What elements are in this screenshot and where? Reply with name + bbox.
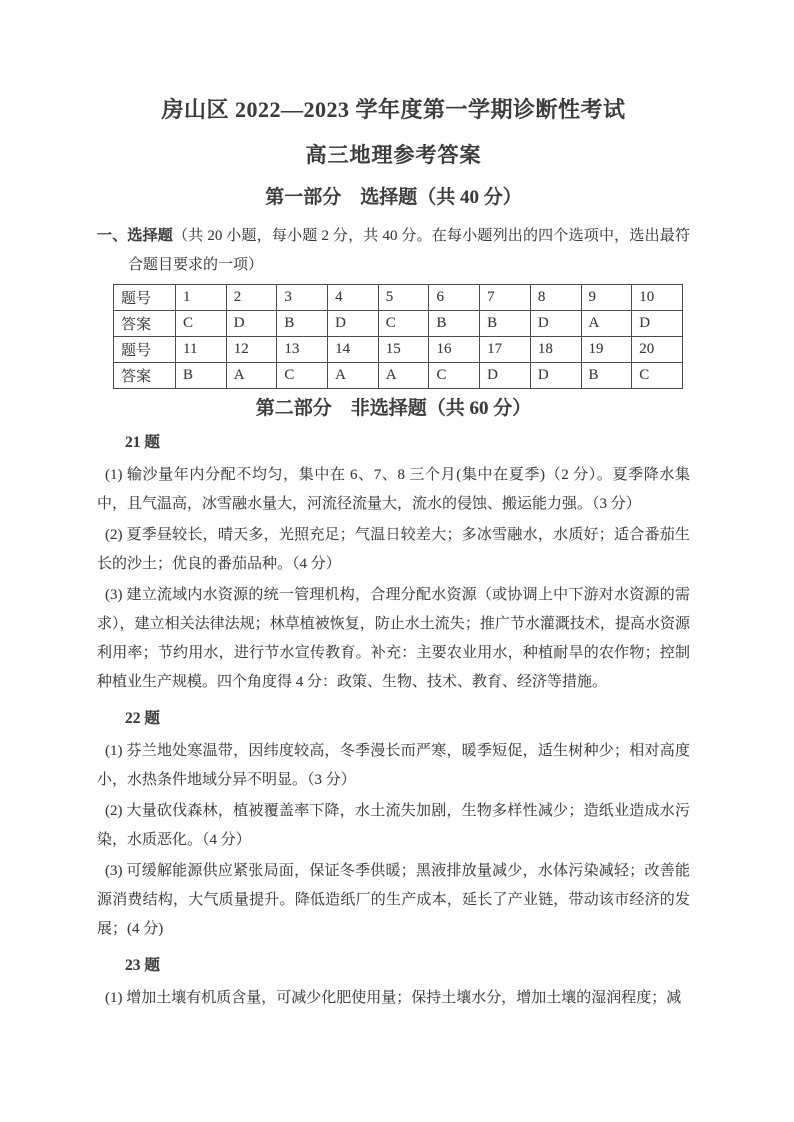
answer-cell: D bbox=[530, 311, 581, 337]
question-21-block bbox=[97, 431, 690, 697]
question-23-label: 23 题 bbox=[125, 957, 160, 974]
question-number-cell: 2 bbox=[226, 285, 277, 311]
question-number-cell: 4 bbox=[328, 285, 379, 311]
answer-paragraph: (1) 输沙量年内分配不均匀，集中在 6、7、8 三个月(集中在夏季)（2 分）。夏季降水集中，且气温高，冰雪融水量大，河流径流量大，流水的侵蚀、搬运能力强。（3 分） bbox=[97, 467, 690, 512]
row-header-cell: 题号 bbox=[114, 337, 176, 363]
answer-cell: B bbox=[480, 311, 531, 337]
question-number-cell: 18 bbox=[530, 337, 581, 363]
answer-cell: A bbox=[226, 363, 277, 389]
answer-cell: A bbox=[378, 363, 429, 389]
answer-cell: C bbox=[176, 311, 227, 337]
question-21-label: 21 题 bbox=[125, 434, 160, 451]
answer-cell: A bbox=[328, 363, 379, 389]
answer-cell: D bbox=[328, 311, 379, 337]
answer-paragraph: (3) 建立流域内水资源的统一管理机构，合理分配水资源（或协调上中下游对水资源的需求），建立相关法律法规；林草植被恢复，防止水土流失；推广节水灌溉技术，提高水资源利用率；节约用水，进行节水宣传教育。补充：主要农业用水，种植耐旱的农作物；控制种植业生产规模。四个角度得 4 分：政策、生物、技术、教育、经济等措施。 bbox=[97, 587, 690, 690]
part2-heading: 第二部分 非选择题（共 60 分） bbox=[255, 398, 532, 419]
part1-heading: 第一部分 选择题（共 40 分） bbox=[265, 187, 522, 208]
row-header-cell: 答案 bbox=[114, 363, 176, 389]
instruction-text: （共 20 小题，每小题 2 分，共 40 分。在每小题列出的四个选项中，选出最符合题目要求的一项） bbox=[128, 228, 690, 273]
answer-table bbox=[113, 284, 683, 389]
question-number-cell: 17 bbox=[480, 337, 531, 363]
question-number-cell: 8 bbox=[530, 285, 581, 311]
question-number-cell: 6 bbox=[429, 285, 480, 311]
row-header-cell: 题号 bbox=[114, 285, 176, 311]
answer-cell: A bbox=[581, 311, 632, 337]
exam-title: 房山区 2022—2023 学年度第一学期诊断性考试 bbox=[161, 97, 626, 122]
question-number-cell: 19 bbox=[581, 337, 632, 363]
answer-cell: C bbox=[378, 311, 429, 337]
mc-instruction bbox=[97, 222, 690, 280]
question-number-cell: 3 bbox=[277, 285, 328, 311]
answer-cell: D bbox=[632, 311, 683, 337]
question-number-cell: 20 bbox=[632, 337, 683, 363]
answer-cell: B bbox=[429, 311, 480, 337]
answer-paragraph: (2) 夏季昼较长，晴天多，光照充足；气温日较差大；多冰雪融水，水质好；适合番茄生长的沙土；优良的番茄品种。（4 分） bbox=[97, 527, 690, 572]
question-number-cell: 1 bbox=[176, 285, 227, 311]
answer-cell: D bbox=[480, 363, 531, 389]
answer-cell: D bbox=[226, 311, 277, 337]
table-row-question-numbers-2 bbox=[114, 337, 683, 363]
question-number-cell: 13 bbox=[277, 337, 328, 363]
answer-cell: C bbox=[429, 363, 480, 389]
answer-cell: B bbox=[277, 311, 328, 337]
question-number-cell: 15 bbox=[378, 337, 429, 363]
question-23-block bbox=[97, 954, 690, 1013]
answer-cell: B bbox=[581, 363, 632, 389]
instruction-lead: 一、选择题 bbox=[97, 228, 173, 244]
answer-paragraph: (1) 增加土壤有机质含量，可减少化肥使用量；保持土壤水分，增加土壤的湿润程度；减 bbox=[105, 990, 682, 1006]
question-number-cell: 5 bbox=[378, 285, 429, 311]
answer-key-title: 高三地理参考答案 bbox=[305, 143, 482, 167]
question-number-cell: 11 bbox=[176, 337, 227, 363]
question-number-cell: 10 bbox=[632, 285, 683, 311]
question-22-label: 22 题 bbox=[125, 710, 160, 727]
table-row-answers-1 bbox=[114, 311, 683, 337]
question-22-block bbox=[97, 707, 690, 944]
question-number-cell: 7 bbox=[480, 285, 531, 311]
answer-paragraph: (3) 可缓解能源供应紧张局面，保证冬季供暖；黑液排放量减少，水体污染减轻；改善能源消费结构，大气质量提升。降低造纸厂的生产成本，延长了产业链，带动该市经济的发展；(4 分) bbox=[97, 863, 690, 937]
answer-paragraph: (1) 芬兰地处寒温带，因纬度较高，冬季漫长而严寒，暖季短促，适生树种少；相对高度小，水热条件地域分异不明显。（3 分） bbox=[97, 743, 690, 788]
question-number-cell: 12 bbox=[226, 337, 277, 363]
row-header-cell: 答案 bbox=[114, 311, 176, 337]
question-number-cell: 9 bbox=[581, 285, 632, 311]
table-row-answers-2 bbox=[114, 363, 683, 389]
answer-cell: D bbox=[530, 363, 581, 389]
answer-cell: C bbox=[277, 363, 328, 389]
answer-cell: B bbox=[176, 363, 227, 389]
answer-cell: C bbox=[632, 363, 683, 389]
answer-paragraph: (2) 大量砍伐森林，植被覆盖率下降，水土流失加剧，生物多样性减少；造纸业造成水污染，水质恶化。（4 分） bbox=[97, 803, 690, 848]
question-number-cell: 14 bbox=[328, 337, 379, 363]
table-row-question-numbers-1 bbox=[114, 285, 683, 311]
question-number-cell: 16 bbox=[429, 337, 480, 363]
